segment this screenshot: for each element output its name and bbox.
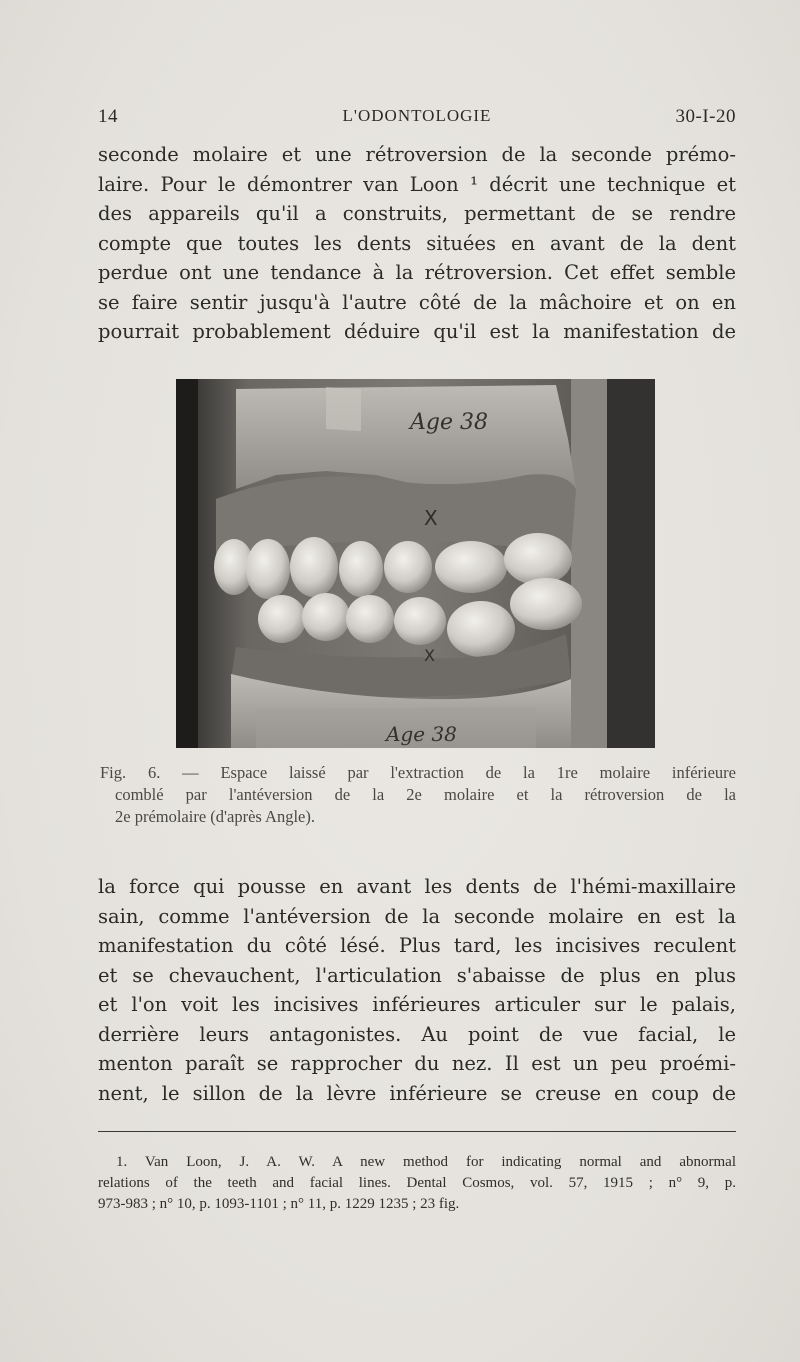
footnote-line: relations of the teeth and facial lines. Dental Cosmos, vol. 57, 1915 ; n° 9, p.: [98, 1175, 736, 1191]
lower-age-inscription: Age 38: [386, 722, 457, 746]
text-line: derrière leurs antagonistes. Au point de vue facial, le: [98, 1022, 736, 1046]
paragraph-top: [98, 140, 736, 347]
caption-line: 2e prémolaire (d'après Angle).: [115, 807, 315, 826]
text-line: sain, comme l'antéversion de la seconde molaire en est la: [98, 904, 736, 928]
lower-x-mark: X: [424, 646, 435, 665]
footnote-line: 973-983 ; n° 10, p. 1093-1101 ; n° 11, p. 1229 1235 ; 23 fig.: [98, 1196, 460, 1212]
text-line: et l'on voit les incisives inférieures articuler sur le palais,: [98, 993, 736, 1016]
footnote-divider: [98, 1131, 736, 1132]
text-line: compte que toutes les dents situées en avant de la dent: [98, 231, 736, 255]
running-head: [98, 106, 736, 134]
text-line: des appareils qu'il a construits, permettant de se rendre: [98, 202, 736, 225]
text-line: menton paraît se rapprocher du nez. Il est un peu proémi-: [98, 1052, 736, 1075]
text-line: se faire sentir jusqu'à l'autre côté de la mâchoire et on en: [98, 290, 736, 314]
figure-caption: [100, 762, 736, 828]
text-line: laire. Pour le démontrer van Loon ¹ décrit une technique et: [98, 172, 736, 196]
caption-line: Fig. 6. — Espace laissé par l'extraction de la 1re molaire inférieure: [100, 763, 736, 782]
text-line: perdue ont une tendance à la rétroversion. Cet effet semble: [98, 261, 736, 284]
text-line: manifestation du côté lésé. Plus tard, les incisives reculent: [98, 934, 736, 957]
text-line: et se chevauchent, l'articulation s'abaisse de plus en plus: [98, 963, 736, 987]
upper-x-mark: X: [424, 506, 438, 530]
footnote: [98, 1152, 736, 1215]
dental-cast-photograph: [176, 379, 655, 748]
journal-title: L'ODONTOLOGIE: [342, 106, 492, 125]
text-line: nent, le sillon de la lèvre inférieure se creuse en coup de: [98, 1081, 736, 1105]
caption-line: comblé par l'antéversion de la 2e molaire et la rétroversion de la: [115, 785, 736, 804]
paragraph-bottom: [98, 872, 736, 1108]
text-line: la force qui pousse en avant les dents de l'hémi-maxillaire: [98, 875, 736, 898]
text-line: seconde molaire et une rétroversion de la seconde prémo-: [98, 143, 736, 166]
text-line: pourrait probablement déduire qu'il est la manifestation de: [98, 320, 736, 343]
issue-date: 30-I-20: [675, 106, 736, 127]
page-number: 14: [98, 106, 118, 127]
upper-age-inscription: Age 38: [410, 410, 488, 435]
footnote-line: 1. Van Loon, J. A. W. A new method for indicating normal and abnormal: [116, 1154, 736, 1170]
